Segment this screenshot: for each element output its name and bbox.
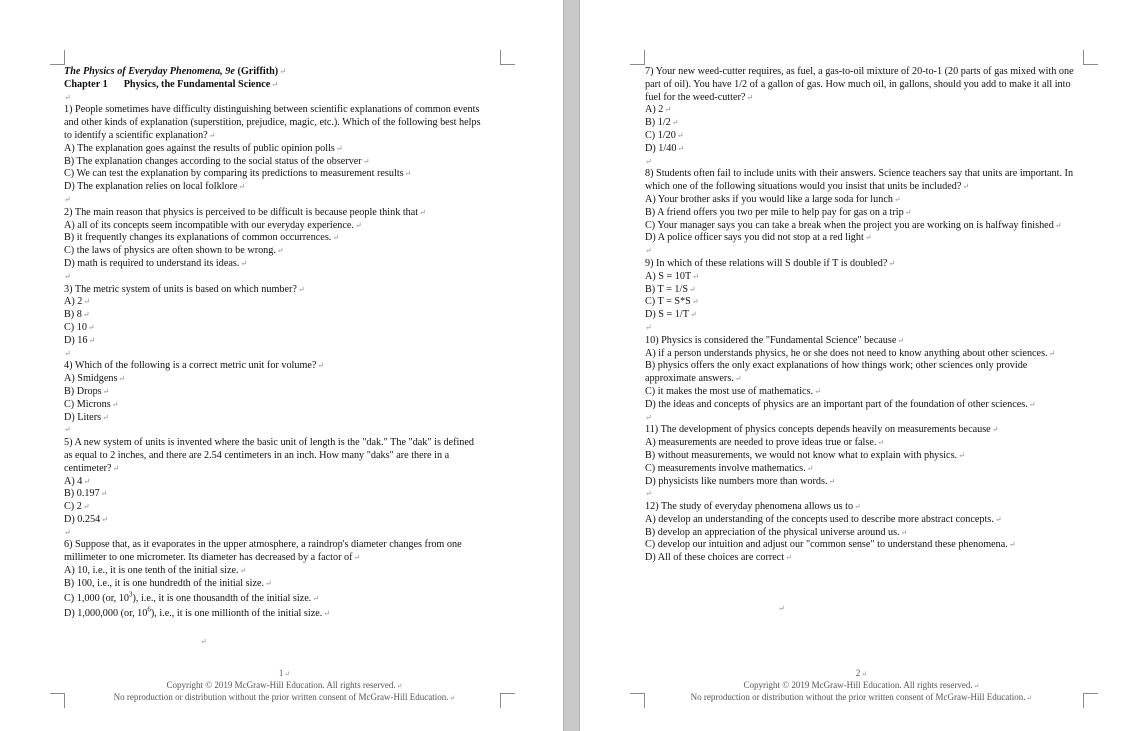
option-line: B) it frequently changes its explanations of common occurrences.↵ (64, 232, 340, 244)
crop-mark (50, 50, 65, 65)
option-line: B) T = 1/S↵ (645, 283, 696, 295)
chapter-label: Chapter 1 (64, 78, 108, 90)
question-stem: 5) A new system of units is invented where the basic unit of length is the "dak." The "dak" is defined as equal to 2 inches, and there are 2.54 centimeters in an inch. How many "daks" are there in a centimeter?↵ (64, 437, 475, 474)
option-line: A) Smidgens↵ (64, 373, 126, 385)
option-line: D) physicists like numbers more than words.↵ (645, 475, 836, 487)
page-footer: 1↵ Copyright © 2019 McGraw-Hill Education. All rights reserved.↵ No reproduction or distribution without the prior written consent of McGraw-Hill Education.↵ (113, 668, 456, 702)
option-line: D) 1/40↵ (645, 142, 685, 154)
option-line: B) 0.197↵ (64, 488, 108, 500)
option-line: C) it makes the most use of mathematics.↵ (645, 385, 821, 397)
question-stem: 4) Which of the following is a correct metric unit for volume?↵ (64, 360, 325, 372)
option-line: C) We can test the explanation by comparing its predictions to measurement results↵ (64, 168, 412, 180)
option-line: A) 2↵ (645, 104, 672, 116)
end-mark: ↵ (200, 637, 207, 646)
option-line: C) Your manager says you can take a break when the project you are working on is halfway finished↵ (645, 219, 1062, 231)
option-line: C) measurements involve mathematics.↵ (645, 462, 814, 474)
option-line: C) T = S*S↵ (645, 296, 699, 308)
question-list: 7) Your new weed-cutter requires, as fuel, a gas-to-oil mixture of 20-to-1 (20 parts of gas mixed with one part of oil). You have 1/2 of a gallon of gas. How much oil, in gallons, should you add to make it all into fuel for the weed-cutter?↵ A) 2↵ B) 1/2↵ C) 1/20↵ D) 1/40↵ ↵ 8) Students often fail to include units with their answers. Science teachers say that units are important. In which one of the following situations would you insist that units be included?↵ A) Your brother asks if you would like a large soda for lunch↵ B) A friend offers you two per mile to help pay for gas on a trip↵ C) Your manager says you can take a break when the project you are working on is halfway finished↵ D) A police officer says you did not stop at a red light↵ ↵ 9) In which of these relations will S double if T is doubled?↵ A) S = 10T↵ B) T = 1/S↵ C) T = S*S↵ D) S = 1/T↵ ↵ 10) Physics is considered the "Fundamental Science" because↵ A) if a person understands physics, he or she does not need to know anything about other sciences.↵ B) physics offers the only exact explanations of how things work; other sciences only provide approximate answers.↵ C) it makes the most use of mathematics.↵ D) the ideas and concepts of physics are an important part of the foundation of other sciences.↵ ↵ 11) The development of physics concepts depends heavily on measurements because↵ A) measurements are needed to prove ideas true or false.↵ B) without measurements, we would not know what to explain with physics.↵ C) measurements involve mathematics.↵ D) physicists like numbers more than words.↵ ↵ 12) The study of everyday phenomena allows us to↵ A) develop an understanding of the concepts used to describe more abstract concepts.↵ B) develop an appreciation of the physical universe around us.↵ C) develop our intuition and adjust our "common sense" to understand these phenomena.↵ D) All of these choices are correct↵ (645, 66, 1077, 565)
option-line: D) A police officer says you did not stop at a red light↵ (645, 232, 872, 244)
question-stem: 6) Suppose that, as it evaporates in the upper atmosphere, a raindrop's diameter changes from one millimeter to one micrometer. Its diameter has decreased by a factor of↵ (64, 539, 462, 564)
option-line: D) S = 1/T↵ (645, 309, 697, 321)
option-line: C) the laws of physics are often shown to be wrong.↵ (64, 245, 284, 257)
option-line: A) The explanation goes against the results of public opinion polls↵ (64, 142, 343, 154)
page-gutter (563, 0, 580, 731)
option-line: D) 1,000,000 (or, $10^6$), i.e., it is one millionth of the initial size.↵ (64, 605, 331, 620)
option-line: D) The explanation relies on local folklore↵ (64, 181, 246, 193)
book-title: The Physics of Everyday Phenomena, 9e (64, 66, 235, 77)
option-line: D) 0.254↵ (64, 513, 108, 525)
question-stem: 10) Physics is considered the "Fundamental Science" because↵ (645, 334, 905, 346)
question-stem: 1) People sometimes have difficulty distinguishing between scientific explanations of common events and other kinds of explanation (superstition, prejudice, magic, etc.). Which of the following best helps to identify a scientific explanation?↵ (64, 104, 481, 141)
page-number: 2 (855, 668, 861, 678)
chapter-heading: Chapter 1 Physics, the Fundamental Science↵ (64, 78, 278, 90)
option-line: A) if a person understands physics, he or she does not need to know anything about other sciences.↵ (645, 347, 1056, 359)
crop-mark (1083, 50, 1098, 65)
option-line: A) develop an understanding of the concepts used to describe more abstract concepts.↵ (645, 513, 1002, 525)
option-line: A) Your brother asks if you would like a large soda for lunch↵ (645, 193, 901, 205)
option-line: B) 100, i.e., it is one hundredth of the initial size.↵ (64, 577, 272, 589)
option-line: D) math is required to understand its ideas.↵ (64, 257, 248, 269)
option-line: C) 2↵ (64, 501, 90, 513)
crop-mark (500, 50, 515, 65)
page-footer: 2↵ Copyright © 2019 McGraw-Hill Education. All rights reserved.↵ No reproduction or distribution without the prior written consent of McGraw-Hill Education.↵ (690, 668, 1033, 702)
option-line: D) Liters↵ (64, 411, 109, 423)
question-stem: 8) Students often fail to include units with their answers. Science teachers say that units are important. In which one of the following situations would you insist that units be included?↵ (645, 168, 1074, 193)
option-line: A) 4↵ (64, 475, 91, 487)
option-line: B) develop an appreciation of the physical universe around us.↵ (645, 526, 908, 538)
option-line: C) develop our intuition and adjust our "common sense" to understand these phenomena.↵ (645, 539, 1016, 551)
copyright-text: Copyright © 2019 McGraw-Hill Education. All rights reserved. (743, 680, 973, 690)
question-stem: 9) In which of these relations will S double if T is doubled?↵ (645, 257, 896, 269)
notice-text: No reproduction or distribution without the prior written consent of McGraw-Hill Education. (690, 692, 1026, 702)
option-line: A) 10, i.e., it is one tenth of the initial size.↵ (64, 565, 247, 577)
option-line: B) 8↵ (64, 309, 90, 321)
copyright-text: Copyright © 2019 McGraw-Hill Education. All rights reserved. (166, 680, 396, 690)
option-line: C) 1,000 (or, $10^3$), i.e., it is one thousandth of the initial size.↵ (64, 590, 319, 604)
option-line: D) 16↵ (64, 334, 96, 346)
document-page-2 (580, 0, 1147, 731)
option-line: C) 10↵ (64, 321, 95, 333)
book-header: The Physics of Everyday Phenomena, 9e (Griffith)↵ (64, 66, 286, 77)
page-1-text[interactable]: The Physics of Everyday Phenomena, 9e (Griffith)↵ Chapter 1 Physics, the Fundamental Science↵ ↵ 1) People sometimes have difficulty distinguishing between scientific explanations of common events and other kinds of explanation (superstition, prejudice, magic, etc.). Which of the following best helps to identify a scientific explanation?↵ A) The explanation goes against the results of public opinion polls↵ B) The explanation changes according to the social status of the observer↵ C) We can test the explanation by comparing its predictions to measurement results↵ D) The explanation relies on local folklore↵ ↵ 2) The main reason that physics is perceived to be difficult is because people think that↵ A) all of its concepts seem incompatible with our everyday experience.↵ B) it frequently changes its explanations of common occurrences.↵ C) the laws of physics are often shown to be wrong.↵ D) math is required to understand its ideas.↵ ↵ 3) The metric system of units is based on which number?↵ A) 2↵ B) 8↵ C) 10↵ D) 16↵ ↵ 4) Which of the following is a correct metric unit for volume?↵ A) Smidgens↵ B) Drops↵ C) Microns↵ D) Liters↵ ↵ 5) A new system of units is invented where the basic unit of length is the "dak." The "dak" is defined as equal to 2 inches, and there are 2.54 centimeters in an inch. How many "daks" are there in a centimeter?↵ A) 4↵ B) 0.197↵ C) 2↵ D) 0.254↵ ↵ 6) Suppose that, as it evaporates in the upper atmosphere, a raindrop's diameter changes from one millimeter to one micrometer. Its diameter has decreased by a factor of↵ A) 10, i.e., it is one tenth of the initial size.↵ B) 100, i.e., it is one hundredth of the initial size.↵ C) 1,000 (or, $10^3$), i.e., it is one thousandth of the initial size.↵ D) 1,000,000 (or, $10^6$), i.e., it is one millionth of the initial size.↵ (64, 66, 484, 622)
notice-text: No reproduction or distribution without the prior written consent of McGraw-Hill Education. (113, 692, 449, 702)
end-mark: ↵ (778, 604, 785, 613)
document-page-1 (0, 0, 563, 731)
question-stem: 2) The main reason that physics is perceived to be difficult is because people think that↵ (64, 206, 426, 218)
book-author: (Griffith) (237, 66, 279, 77)
option-line: D) All of these choices are correct↵ (645, 552, 792, 564)
option-line: C) Microns↵ (64, 398, 119, 410)
chapter-title: Physics, the Fundamental Science (123, 78, 271, 90)
option-line: B) without measurements, we would not know what to explain with physics.↵ (645, 449, 965, 461)
option-line: B) Drops↵ (64, 385, 110, 397)
option-line: B) A friend offers you two per mile to help pay for gas on a trip↵ (645, 206, 912, 218)
option-line: A) measurements are needed to prove ideas true or false.↵ (645, 437, 885, 449)
option-line: A) 2↵ (64, 296, 91, 308)
option-line: A) S = 10T↵ (645, 270, 699, 282)
question-stem: 7) Your new weed-cutter requires, as fuel, a gas-to-oil mixture of 20-to-1 (20 parts of gas mixed with one part of oil). You have 1/2 of a gallon of gas. How much oil, in gallons, should you add to make it all into fuel for the weed-cutter?↵ (645, 66, 1074, 103)
question-stem: 11) The development of physics concepts depends heavily on measurements because↵ (645, 424, 999, 436)
option-line: B) The explanation changes according to the social status of the observer↵ (64, 155, 370, 167)
option-line: B) physics offers the only exact explanations of how things work; other sciences only provide approximate answers.↵ (645, 360, 1028, 385)
question-stem: 12) The study of everyday phenomena allows us to↵ (645, 501, 861, 513)
question-list: 1) People sometimes have difficulty distinguishing between scientific explanations of common events and other kinds of explanation (superstition, prejudice, magic, etc.). Which of the following best helps to identify a scientific explanation?↵ A) The explanation goes against the results of public opinion polls↵ B) The explanation changes according to the social status of the observer↵ C) We can test the explanation by comparing its predictions to measurement results↵ D) The explanation relies on local folklore↵ ↵ 2) The main reason that physics is perceived to be difficult is because people think that↵ A) all of its concepts seem incompatible with our everyday experience.↵ B) it frequently changes its explanations of common occurrences.↵ C) the laws of physics are often shown to be wrong.↵ D) math is required to understand its ideas.↵ ↵ 3) The metric system of units is based on which number?↵ A) 2↵ B) 8↵ C) 10↵ D) 16↵ ↵ 4) Which of the following is a correct metric unit for volume?↵ A) Smidgens↵ B) Drops↵ C) Microns↵ D) Liters↵ ↵ 5) A new system of units is invented where the basic unit of length is the "dak." The "dak" is defined as equal to 2 inches, and there are 2.54 centimeters in an inch. How many "daks" are there in a centimeter?↵ A) 4↵ B) 0.197↵ C) 2↵ D) 0.254↵ ↵ 6) Suppose that, as it evaporates in the upper atmosphere, a raindrop's diameter changes from one millimeter to one micrometer. Its diameter has decreased by a factor of↵ A) 10, i.e., it is one tenth of the initial size.↵ B) 100, i.e., it is one hundredth of the initial size.↵ (64, 104, 484, 590)
option-line: A) all of its concepts seem incompatible with our everyday experience.↵ (64, 219, 362, 231)
crop-mark (630, 50, 645, 65)
page-number: 1 (278, 668, 284, 678)
question-stem: 3) The metric system of units is based on which number?↵ (64, 283, 305, 295)
option-line: B) 1/2↵ (645, 117, 679, 129)
option-line: D) the ideas and concepts of physics are an important part of the foundation of other sciences.↵ (645, 398, 1036, 410)
page-2-text[interactable] (645, 66, 1077, 565)
option-line: C) 1/20↵ (645, 129, 684, 141)
